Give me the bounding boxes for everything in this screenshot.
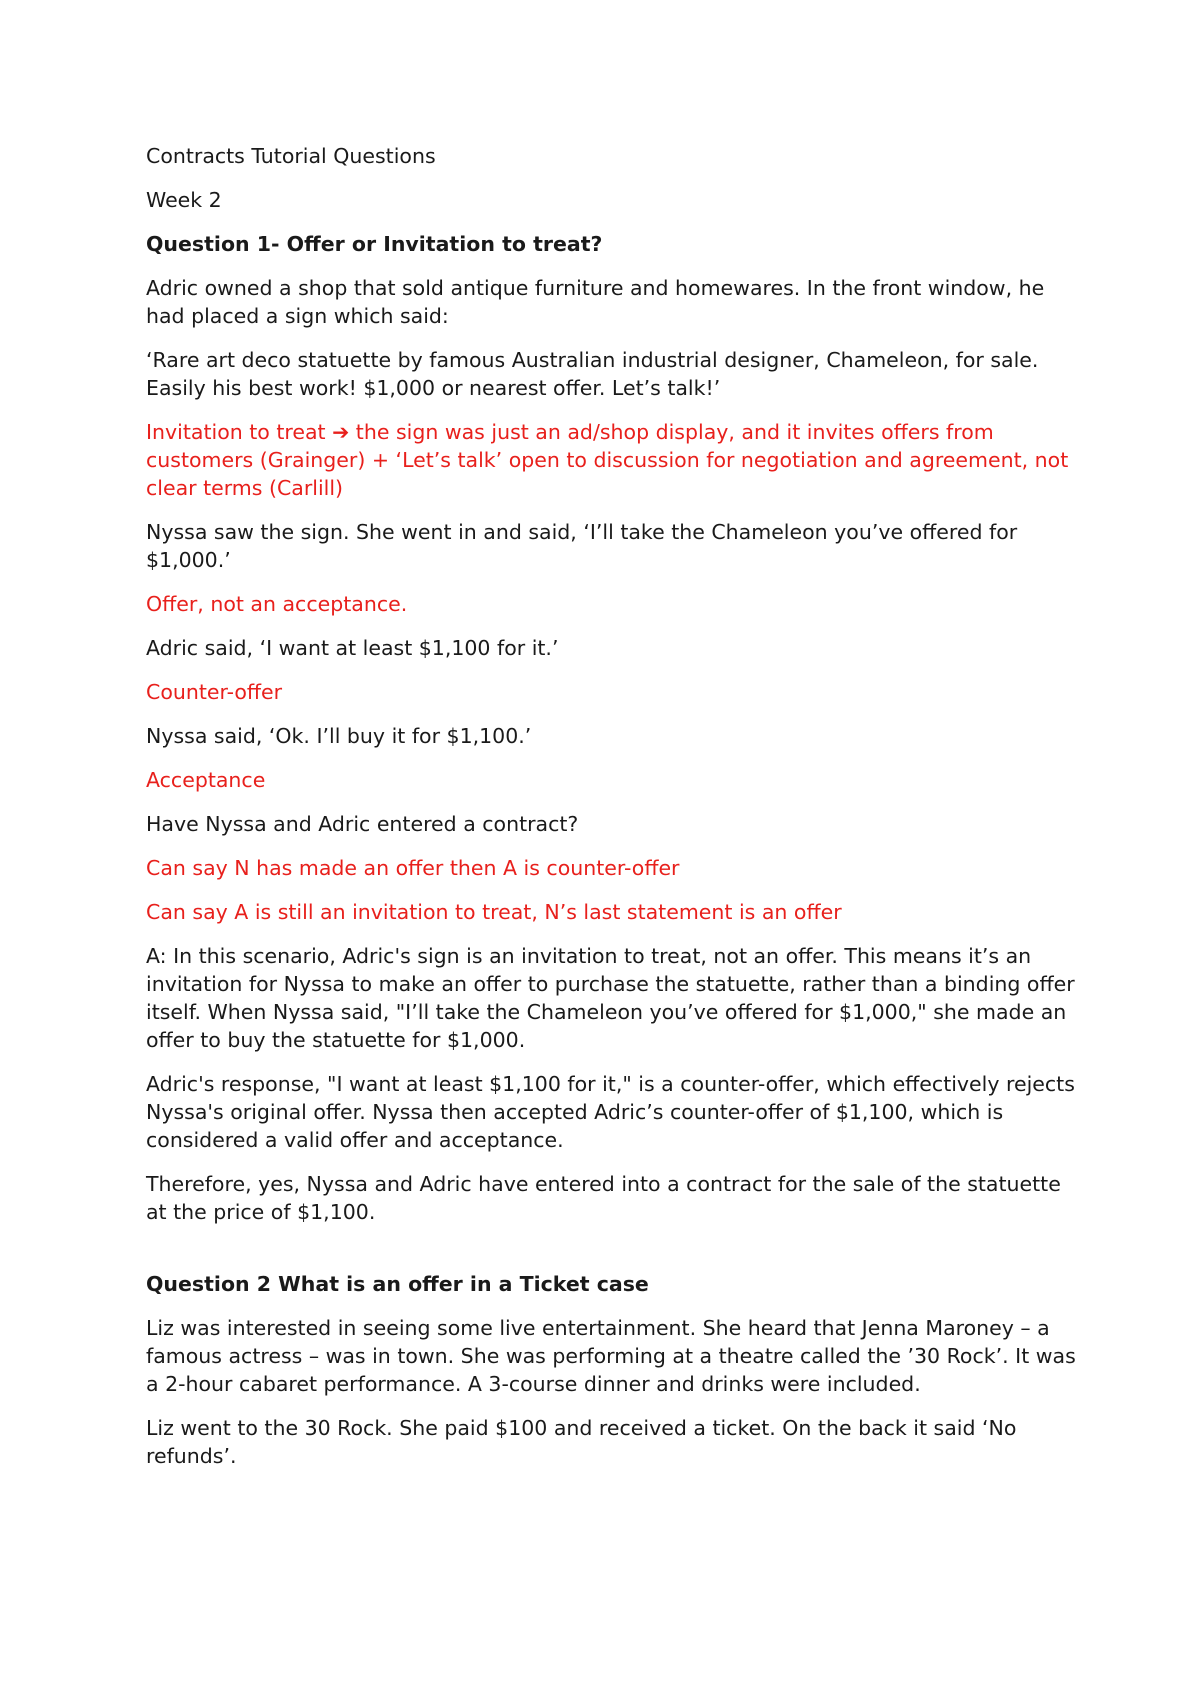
q1-paragraph-nyssa-accept: Nyssa said, ‘Ok. I’ll buy it for $1,100.’ bbox=[146, 724, 532, 748]
annotation-text-pre: Invitation to treat bbox=[146, 420, 333, 444]
document-page bbox=[146, 142, 1076, 1486]
q1-paragraph-shop: Adric owned a shop that sold antique furniture and homewares. In the front window, he had placed a sign which said: bbox=[146, 276, 1045, 328]
q1-answer-paragraph-3: Therefore, yes, Nyssa and Adric have entered into a contract for the sale of the statuette at the price of $1,100. bbox=[146, 1172, 1061, 1224]
q1-answer-paragraph-2: Adric's response, "I want at least $1,100 for it," is a counter-offer, which effectively rejects Nyssa's original offer. Nyssa then accepted Adric’s counter-offer of $1,100, which is considered a valid offer and acceptance. bbox=[146, 1072, 1075, 1152]
q1-annotation-option-2: Can say A is still an invitation to treat, N’s last statement is an offer bbox=[146, 900, 842, 924]
week-label: Week 2 bbox=[146, 188, 222, 212]
section-spacer bbox=[146, 1242, 1076, 1270]
q1-paragraph-sign: ‘Rare art deco statuette by famous Australian industrial designer, Chameleon, for sale. Easily his best work! $1,000 or nearest offer. Let’s talk!’ bbox=[146, 348, 1039, 400]
q1-answer-paragraph-1: A: In this scenario, Adric's sign is an invitation to treat, not an offer. This means it’s an invitation for Nyssa to make an offer to purchase the statuette, rather than a binding offer itself. When Nyssa said, "I’ll take the Chameleon you’ve offered for $1,000," she made an offer to buy the statuette for $1,000. bbox=[146, 944, 1075, 1052]
q1-annotation-option-1: Can say N has made an offer then A is counter-offer bbox=[146, 856, 680, 880]
annotation-text-post: the sign was just an ad/shop display, and it invites offers from customers (Grainger) + ‘Let’s talk’ open to discussion for negotiation and agreement, not clear terms (Carlill) bbox=[146, 420, 1069, 500]
arrow-right-icon: ➔ bbox=[332, 420, 350, 444]
question-2-heading: Question 2 What is an offer in a Ticket case bbox=[146, 1272, 649, 1296]
doc-title: Contracts Tutorial Questions bbox=[146, 144, 436, 168]
q2-paragraph-ticket: Liz went to the 30 Rock. She paid $100 and received a ticket. On the back it said ‘No refunds’. bbox=[146, 1416, 1017, 1468]
q2-paragraph-liz: Liz was interested in seeing some live entertainment. She heard that Jenna Maroney – a famous actress – was in town. She was performing at a theatre called the ’30 Rock’. It was a 2-hour cabaret performance. A 3-course dinner and drinks were included. bbox=[146, 1316, 1076, 1396]
q1-annotation-acceptance: Acceptance bbox=[146, 768, 266, 792]
q1-annotation-invitation bbox=[146, 418, 1076, 502]
q1-paragraph-nyssa-offer: Nyssa saw the sign. She went in and said, ‘I’ll take the Chameleon you’ve offered for $1,000.’ bbox=[146, 520, 1018, 572]
question-1-heading: Question 1- Offer or Invitation to treat? bbox=[146, 232, 603, 256]
q1-annotation-offer: Offer, not an acceptance. bbox=[146, 592, 408, 616]
q1-paragraph-adric-counter: Adric said, ‘I want at least $1,100 for it.’ bbox=[146, 636, 559, 660]
q1-annotation-counter-offer: Counter-offer bbox=[146, 680, 283, 704]
q1-question: Have Nyssa and Adric entered a contract? bbox=[146, 812, 579, 836]
